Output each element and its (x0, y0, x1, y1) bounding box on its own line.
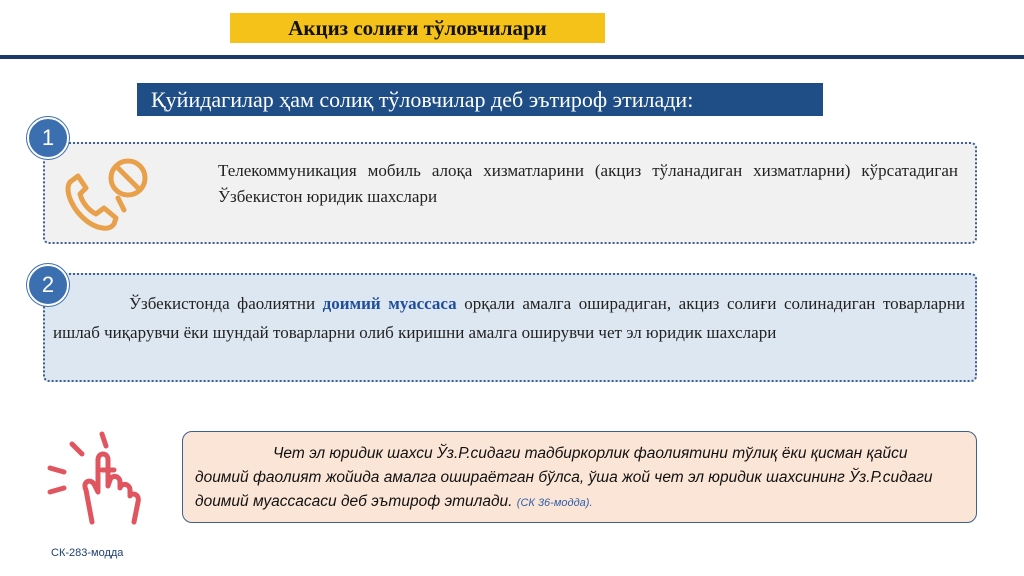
footer-reference: СК-283-модда (51, 547, 124, 559)
slide-title: Акциз солиғи тўловчилари (230, 13, 605, 43)
item-text-2 (53, 289, 965, 347)
item-number-1: 1 (27, 117, 69, 159)
item-number-2: 2 (27, 264, 69, 306)
title-divider (0, 55, 1024, 59)
item-text-2-highlight: доимий муассаса (322, 294, 457, 313)
phone-no-icon (58, 152, 158, 232)
hand-pointing-icon (42, 430, 152, 530)
item-text-2-before: Ўзбекистонда фаолиятни (129, 294, 316, 313)
note-text (195, 442, 965, 515)
note-reference: (СК 36-модда). (516, 497, 593, 509)
slide-subtitle: Қуйидагилар ҳам солиқ тўловчилар деб эътироф этилади: (137, 83, 823, 116)
note-body: Чет эл юридик шахси Ўз.Р.сидаги тадбиркорлик фаолиятини тўлиқ ёки қисман қайси доимий фаолият жойида амалга ошираётган бўлса, ўша жой чет эл юридик шахсининг Ўз.Р.сидаги доимий муассасаси деб эътироф этилади. (195, 445, 933, 510)
item-text-1: Телекоммуникация мобиль алоқа хизматларини (акциз тўланадиган хизматларни) кўрсатадиган Ўзбекистон юридик шахслари (218, 161, 958, 206)
item-text-2-after: орқали амалга оширадиган, акциз солиғи солинадиган товарларни ишлаб чиқарувчи ёки шундай товарларни олиб киришни амалга оширувчи чет эл юридик шахслари (53, 294, 965, 342)
